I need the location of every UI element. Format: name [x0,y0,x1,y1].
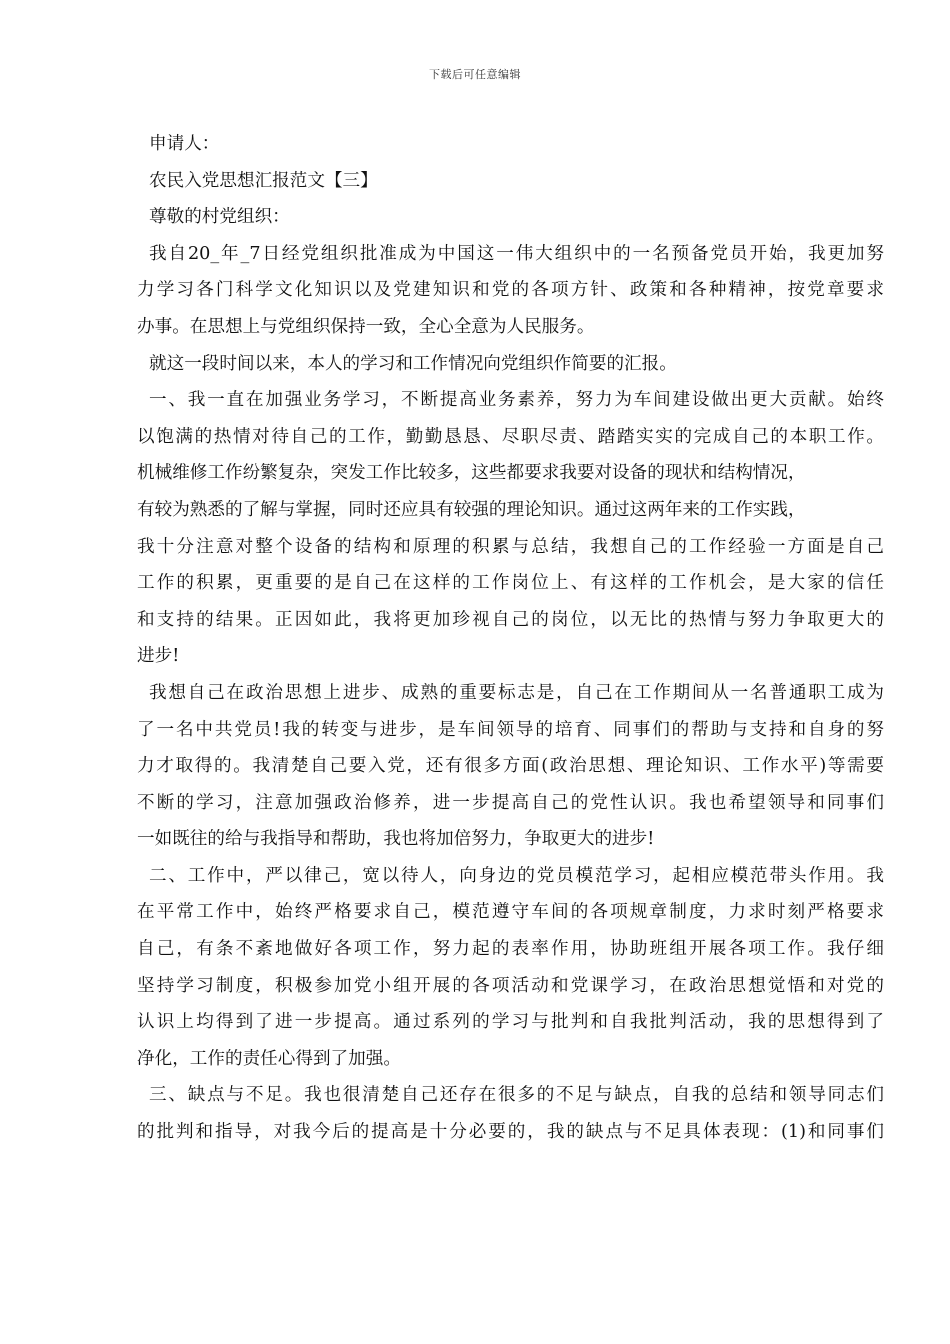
text-line: 我想自己在政治思想上进步、成熟的重要标志是，自己在工作期间从一名普通职工成为 [149,682,884,703]
text-line: 办事。在思想上与党组织保持一致，全心全意为人民服务。 [137,316,595,337]
text-line: 申请人： [149,134,220,154]
text-line: 以饱满的热情对待自己的工作，勤勤恳恳、尽职尽责、踏踏实实的完成自己的本职工作。 [137,426,884,447]
text-line: 坚持学习制度，积极参加党小组开展的各项活动和党课学习，在政治思想觉悟和对党的 [137,975,884,996]
text-line: 一、我一直在加强业务学习，不断提高业务素养，努力为车间建设做出更大贡献。始终 [149,390,884,411]
document-body [137,126,884,1151]
text-line: 三、缺点与不足。我也很清楚自己还存在很多的不足与缺点，自我的总结和领导同志们 [149,1085,884,1106]
text-line: 和支持的结果。正因如此，我将更加珍视自己的岗位，以无比的热情与努力争取更大的 [137,609,884,630]
text-line: 进步! [137,646,180,667]
text-line: 不断的学习，注意加强政治修养，进一步提高自己的党性认识。我也希望领导和同事们 [137,792,884,813]
text-line: 自己，有条不紊地做好各项工作，努力起的表率作用，协助班组开展各项工作。我仔细 [137,939,884,960]
text-line: 尊敬的村党组织： [149,207,290,228]
text-line: 的批判和指导，对我今后的提高是十分必要的，我的缺点与不足具体表现：(1)和同事们 [137,1122,884,1143]
text-line: 有较为熟悉的了解与掌握，同时还应具有较强的理论知识。通过这两年来的工作实践， [137,499,806,520]
text-line: 就这一段时间以来，本人的学习和工作情况向党组织作简要的汇报。 [149,353,677,374]
text-line: 我自20_年_7日经党组织批准成为中国这一伟大组织中的一名预备党员开始，我更加努 [149,243,884,264]
text-line: 力才取得的。我清楚自己要入党，还有很多方面(政治思想、理论知识、工作水平)等需要 [137,756,884,777]
page-header: 下载后可任意编辑 [429,68,521,81]
text-line: 我十分注意对整个设备的结构和原理的积累与总结，我想自己的工作经验一方面是自己 [137,536,884,557]
text-line: 机械维修工作纷繁复杂，突发工作比较多，这些都要求我要对设备的现状和结构情况， [137,463,806,484]
text-line: 在平常工作中，始终严格要求自己，模范遵守车间的各项规章制度，力求时刻严格要求 [137,902,884,923]
text-line: 工作的积累，更重要的是自己在这样的工作岗位上、有这样的工作机会，是大家的信任 [137,573,884,594]
text-line: 力学习各门科学文化知识以及党建知识和党的各项方针、政策和各种精神，按党章要求 [137,280,884,301]
text-line: 净化，工作的责任心得到了加强。 [137,1048,401,1069]
text-line: 二、工作中，严以律己，宽以待人，向身边的党员模范学习，起相应模范带头作用。我 [149,865,884,886]
text-line: 农民入党思想汇报范文【三】 [149,170,378,191]
text-line: 认识上均得到了进一步提高。通过系列的学习与批判和自我批判活动，我的思想得到了 [137,1012,884,1033]
text-line: 一如既往的给与我指导和帮助，我也将加倍努力，争取更大的进步! [137,829,655,850]
text-line: 了一名中共党员!我的转变与进步，是车间领导的培育、同事们的帮助与支持和自身的努 [137,719,884,740]
